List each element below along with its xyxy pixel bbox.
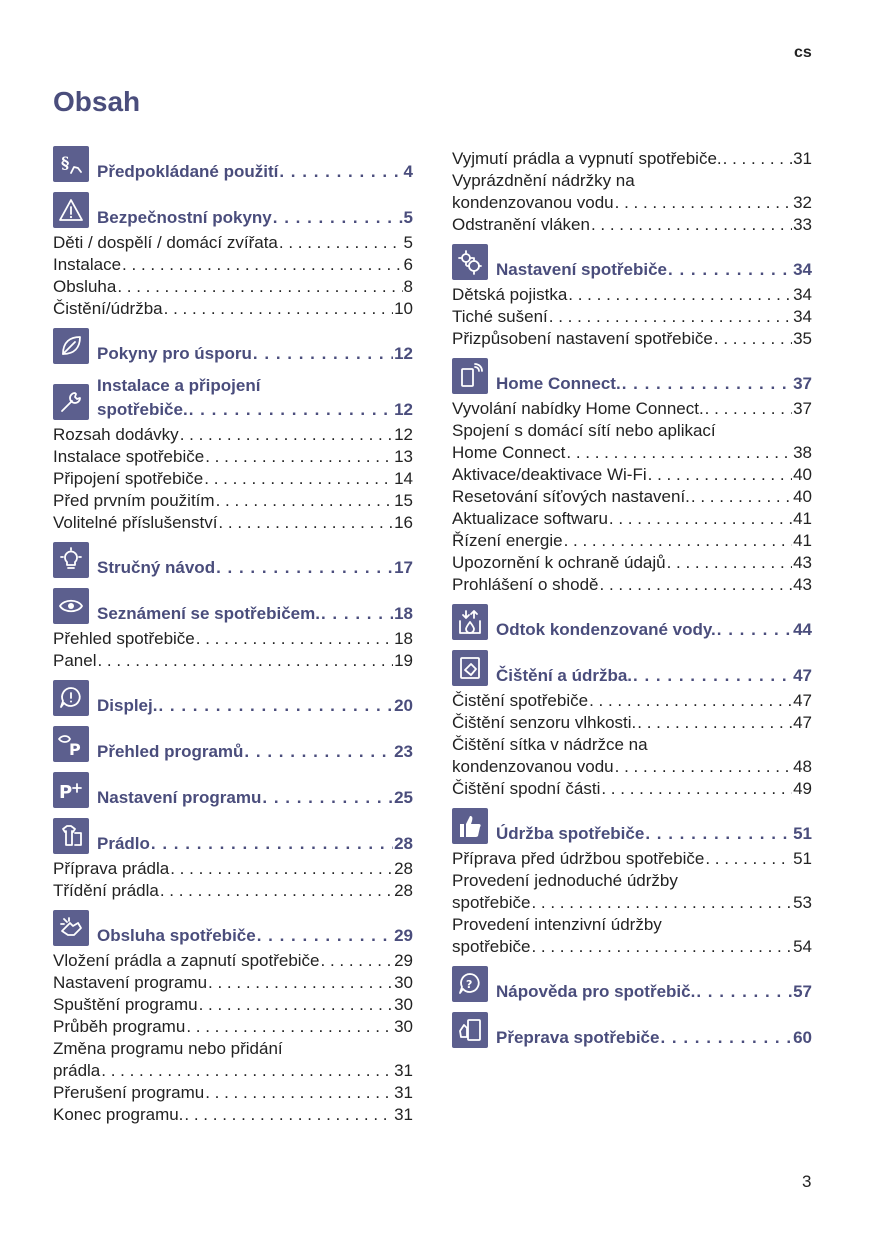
wrench-icon	[53, 384, 89, 420]
dot-leader	[216, 556, 393, 580]
dot-leader	[208, 972, 393, 994]
entry-label: Vložení prádla a zapnutí spotřebiče	[53, 951, 320, 970]
entry-label: Prohlášení o shodě	[452, 575, 599, 594]
dot-leader	[122, 254, 402, 276]
entry-label: Volitelné příslušenství	[53, 513, 218, 532]
toc-entry[interactable]	[53, 490, 413, 512]
entry-label-line: Instalace a připojení	[97, 376, 261, 395]
dot-leader	[279, 232, 403, 254]
dot-leader	[691, 486, 792, 508]
toc-entry[interactable]	[452, 530, 812, 552]
entry-label: spotřebiče	[452, 937, 531, 956]
entry-page-number: 31	[394, 1083, 413, 1102]
section-entries	[53, 232, 413, 320]
entry-label: Přehled programů	[97, 742, 244, 761]
entry-label: Přizpůsobení nastavení spotřebiče	[452, 329, 713, 348]
dot-leader	[717, 618, 792, 642]
toc-column-right	[452, 146, 812, 1050]
section-entries	[452, 848, 812, 958]
dot-leader	[549, 306, 792, 328]
section-entries	[53, 858, 413, 902]
question-icon	[452, 966, 488, 1002]
hand-press-icon	[53, 910, 89, 946]
toc-entry[interactable]	[452, 734, 812, 778]
entry-page-number: 43	[793, 553, 812, 572]
entry-label: Rozsah dodávky	[53, 425, 179, 444]
entry-page-number: 34	[793, 260, 812, 279]
entry-label: Údržba spotřebiče	[496, 824, 645, 843]
toc-section[interactable]	[53, 680, 413, 718]
toc-section[interactable]	[452, 966, 812, 1004]
toc-section[interactable]	[53, 588, 413, 672]
entry-label: Přehled spotřebiče	[53, 629, 195, 648]
toc-entry[interactable]	[53, 276, 413, 298]
toc-entry[interactable]	[53, 994, 413, 1016]
entry-page-number: 18	[394, 629, 413, 648]
section-heading[interactable]	[496, 258, 812, 282]
entry-label: Stručný návod	[97, 558, 216, 577]
dot-leader	[180, 424, 393, 446]
toc-entry[interactable]	[452, 214, 812, 236]
toc-section[interactable]	[452, 1012, 812, 1050]
dot-leader	[615, 192, 792, 214]
dot-leader	[273, 206, 403, 230]
section-heading[interactable]	[496, 372, 812, 396]
section-entries	[53, 628, 413, 672]
toc-entry[interactable]	[53, 512, 413, 534]
entry-page-number: 30	[394, 995, 413, 1014]
entry-page-number: 47	[793, 666, 812, 685]
entry-label: Home Connect	[452, 443, 566, 462]
entry-page-number: 49	[793, 779, 812, 798]
entry-label: Řízení energie	[452, 531, 563, 550]
toc-entry[interactable]	[53, 1016, 413, 1038]
toc-section[interactable]	[53, 146, 413, 184]
page-number: 3	[802, 1172, 812, 1191]
toc-entry[interactable]	[53, 468, 413, 490]
dot-leader	[196, 628, 393, 650]
entry-label: Nápověda pro spotřebič.	[496, 982, 696, 1001]
entry-label: Čistění/údržba	[53, 299, 163, 318]
leaf-icon	[53, 328, 89, 364]
toc-section[interactable]	[452, 358, 812, 596]
dot-leader	[723, 148, 792, 170]
toc-entry[interactable]	[53, 1038, 413, 1082]
toc-entry[interactable]	[53, 628, 413, 650]
entry-page-number: 40	[793, 487, 812, 506]
toc-entry[interactable]	[53, 298, 413, 320]
entry-page-number: 30	[394, 1017, 413, 1036]
transport-icon	[452, 1012, 488, 1048]
entry-label: Obsluha spotřebiče	[97, 926, 256, 945]
entry-label: Aktualizace softwaru	[452, 509, 608, 528]
dot-leader	[667, 552, 792, 574]
display-info-icon	[53, 680, 89, 716]
dot-leader	[97, 650, 393, 672]
entry-label: Čištění spodní části	[452, 779, 601, 798]
entry-label: Před prvním použitím	[53, 491, 215, 510]
entry-label: Instalace	[53, 255, 122, 274]
section-heading[interactable]	[496, 1026, 812, 1050]
entry-page-number: 13	[394, 447, 413, 466]
toc-section[interactable]	[53, 192, 413, 320]
lightbulb-icon	[53, 542, 89, 578]
dot-leader	[568, 284, 792, 306]
entry-page-number: 29	[394, 951, 413, 970]
laundry-icon	[53, 818, 89, 854]
toc-entry[interactable]	[452, 398, 812, 420]
dot-leader	[218, 512, 393, 534]
dot-leader	[648, 464, 792, 486]
toc-entry[interactable]	[452, 306, 812, 328]
toc-entry[interactable]	[452, 712, 812, 734]
entry-page-number: 51	[793, 849, 812, 868]
dot-leader	[660, 1026, 792, 1050]
section-heading[interactable]	[97, 342, 413, 366]
dot-leader	[253, 342, 393, 366]
dot-leader	[204, 468, 393, 490]
dot-leader	[244, 740, 393, 764]
entry-label: Dětská pojistka	[452, 285, 568, 304]
settings-gears-icon	[452, 244, 488, 280]
entry-page-number: 60	[793, 1028, 812, 1047]
entry-label: Čištění senzoru vlhkosti.	[452, 713, 637, 732]
entry-page-number: 47	[793, 691, 812, 710]
dot-leader	[705, 848, 792, 870]
dot-leader	[205, 446, 393, 468]
page-title: Obsah	[53, 86, 141, 117]
entry-label: Panel	[53, 651, 97, 670]
p-plus-icon	[53, 772, 89, 808]
section-entries	[452, 690, 812, 800]
entry-label: Nastavení programu	[97, 788, 262, 807]
toc-entry[interactable]	[452, 486, 812, 508]
entry-label: Děti / dospělí / domácí zvířata	[53, 233, 278, 252]
dot-leader	[615, 756, 792, 778]
toc-entry[interactable]	[53, 424, 413, 446]
toc-entry[interactable]	[452, 464, 812, 486]
toc-entry[interactable]	[53, 1104, 413, 1126]
entry-label: prádla	[53, 1061, 101, 1080]
dot-leader	[600, 574, 793, 596]
entry-page-number: 5	[403, 233, 413, 252]
entry-page-number: 12	[394, 400, 413, 419]
section-heading[interactable]	[97, 160, 413, 184]
language-code: cs	[794, 44, 812, 61]
entry-page-number: 28	[394, 859, 413, 878]
toc-entry[interactable]	[452, 552, 812, 574]
toc-entry[interactable]	[53, 446, 413, 468]
dot-leader	[531, 936, 792, 958]
entry-page-number: 41	[793, 531, 812, 550]
toc-entry[interactable]	[53, 254, 413, 276]
toc-entry[interactable]	[53, 880, 413, 902]
toc-entry[interactable]	[452, 508, 812, 530]
entry-label: Přerušení programu	[53, 1083, 205, 1102]
dot-leader	[589, 690, 792, 712]
entry-label: Resetování síťových nastavení.	[452, 487, 690, 506]
toc-section[interactable]	[53, 726, 413, 764]
svg-text:P: P	[69, 740, 81, 757]
section-heading[interactable]	[496, 822, 812, 846]
entry-label: Prádlo	[97, 834, 150, 853]
entry-label: spotřebiče.	[97, 400, 188, 419]
entry-page-number: 8	[403, 277, 413, 296]
dot-leader	[205, 1082, 393, 1104]
entry-label-line: Změna programu nebo přidání	[53, 1039, 283, 1058]
section-entries	[452, 284, 812, 350]
entry-page-number: 47	[793, 713, 812, 732]
toc-section[interactable]	[452, 604, 812, 642]
entry-page-number: 31	[394, 1105, 413, 1124]
toc-section[interactable]	[452, 244, 812, 350]
entry-page-number: 28	[394, 834, 413, 853]
dot-leader	[257, 924, 393, 948]
entry-page-number: 6	[403, 255, 413, 274]
toc-entry[interactable]	[53, 1082, 413, 1104]
toc-entry[interactable]	[53, 972, 413, 994]
eye-icon	[53, 588, 89, 624]
section-heading[interactable]	[97, 740, 413, 764]
entry-label: Čištění a údržba.	[496, 666, 633, 685]
continued-entries	[452, 148, 812, 236]
entry-label: Pokyny pro úsporu	[97, 344, 252, 363]
entry-label: Příprava prádla	[53, 859, 170, 878]
entry-page-number: 34	[793, 285, 812, 304]
toc-entry[interactable]	[452, 574, 812, 596]
entry-label: Tiché sušení	[452, 307, 548, 326]
entry-label: Displej.	[97, 696, 158, 715]
entry-label: Čistění spotřebiče	[452, 691, 589, 710]
entry-page-number: 32	[793, 193, 812, 212]
section-heading[interactable]	[97, 786, 413, 810]
entry-page-number: 12	[394, 344, 413, 363]
entry-label-line: Provedení jednoduché údržby	[452, 871, 678, 890]
toc-entry[interactable]	[452, 170, 812, 214]
dot-leader	[170, 858, 393, 880]
entry-label-line: Spojení s domácí sítí nebo aplikací	[452, 421, 716, 440]
entry-page-number: 30	[394, 973, 413, 992]
entry-page-number: 43	[793, 575, 812, 594]
toc-entry[interactable]	[53, 232, 413, 254]
entry-label: kondenzovanou vodu	[452, 193, 614, 212]
entry-label: Obsluha	[53, 277, 117, 296]
svg-text:P: P	[59, 782, 73, 803]
dot-leader	[696, 980, 792, 1004]
dot-leader	[321, 602, 393, 626]
entry-label: Seznámení se spotřebičem.	[97, 604, 320, 623]
section-heading[interactable]	[97, 374, 413, 422]
entry-page-number: 37	[793, 399, 812, 418]
entry-label: Upozornění k ochraně údajů	[452, 553, 666, 572]
paragraph-hand-icon	[53, 146, 89, 182]
toc-section[interactable]	[53, 818, 413, 902]
dot-leader	[186, 1016, 393, 1038]
entry-label-line: Čištění sítka v nádržce na	[452, 735, 648, 754]
entry-page-number: 19	[394, 651, 413, 670]
dot-leader	[705, 398, 792, 420]
entry-page-number: 31	[394, 1061, 413, 1080]
toc-entry[interactable]	[452, 870, 812, 914]
dot-leader	[160, 880, 393, 902]
entry-page-number: 41	[793, 509, 812, 528]
thumbs-up-icon	[452, 808, 488, 844]
entry-page-number: 4	[403, 162, 413, 181]
section-heading[interactable]	[97, 206, 413, 230]
entry-page-number: 31	[793, 149, 812, 168]
home-connect-icon	[452, 358, 488, 394]
entry-page-number: 57	[793, 982, 812, 1001]
section-heading[interactable]	[97, 694, 413, 718]
dot-leader	[151, 832, 393, 856]
entry-label: spotřebiče	[452, 893, 531, 912]
section-entries	[53, 950, 413, 1126]
entry-page-number: 10	[394, 299, 413, 318]
entry-page-number: 33	[793, 215, 812, 234]
entry-label-line: Vyprázdnění nádržky na	[452, 171, 635, 190]
section-heading[interactable]	[496, 980, 812, 1004]
entry-page-number: 14	[394, 469, 413, 488]
entry-page-number: 37	[793, 374, 812, 393]
toc-column-left	[53, 146, 413, 1126]
cleaning-icon	[452, 650, 488, 686]
entry-label: Vyvolání nabídky Home Connect.	[452, 399, 704, 418]
entry-label: Nastavení programu	[53, 973, 208, 992]
entry-page-number: 38	[793, 443, 812, 462]
toc-entry[interactable]	[452, 420, 812, 464]
entry-page-number: 29	[394, 926, 413, 945]
entry-label: Konec programu.	[53, 1105, 184, 1124]
entry-page-number: 15	[394, 491, 413, 510]
section-heading[interactable]	[97, 832, 413, 856]
section-heading[interactable]	[496, 664, 812, 688]
toc-section[interactable]	[452, 650, 812, 800]
entry-label: Průběh programu	[53, 1017, 186, 1036]
dot-leader	[637, 712, 792, 734]
section-heading[interactable]	[97, 924, 413, 948]
entry-page-number: 23	[394, 742, 413, 761]
toc-entry[interactable]	[452, 848, 812, 870]
section-entries	[53, 424, 413, 534]
entry-label: kondenzovanou vodu	[452, 757, 614, 776]
svg-text:§: §	[61, 153, 70, 172]
dot-leader	[645, 822, 792, 846]
entry-label: Spuštění programu	[53, 995, 198, 1014]
entry-label: Připojení spotřebiče	[53, 469, 204, 488]
entry-page-number: 25	[394, 788, 413, 807]
entry-page-number: 18	[394, 604, 413, 623]
section-entries	[452, 398, 812, 596]
dot-leader	[321, 950, 394, 972]
entry-label: Odstranění vláken	[452, 215, 590, 234]
toc-entry[interactable]	[452, 148, 812, 170]
entry-label-line: Provedení intenzivní údržby	[452, 915, 662, 934]
toc-section[interactable]	[53, 328, 413, 366]
toc-entry[interactable]	[53, 650, 413, 672]
dot-leader	[601, 778, 792, 800]
entry-page-number: 40	[793, 465, 812, 484]
toc-section[interactable]	[452, 808, 812, 958]
toc-entry[interactable]	[452, 778, 812, 800]
entry-label: Bezpečnostní pokyny	[97, 208, 272, 227]
section-heading[interactable]	[97, 556, 413, 580]
dot-leader	[279, 160, 402, 184]
entry-label: Vyjmutí prádla a vypnutí spotřebiče.	[452, 149, 722, 168]
dot-leader	[622, 372, 792, 396]
section-heading[interactable]	[496, 618, 812, 642]
dot-leader	[199, 994, 393, 1016]
dot-leader	[101, 1060, 393, 1082]
entry-label: Přeprava spotřebiče	[496, 1028, 660, 1047]
section-heading[interactable]	[97, 602, 413, 626]
entry-page-number: 5	[403, 208, 413, 227]
entry-label: Home Connect.	[496, 374, 621, 393]
toc-section[interactable]	[53, 910, 413, 1126]
entry-page-number: 28	[394, 881, 413, 900]
entry-label: Třídění prádla	[53, 881, 159, 900]
toc-entry[interactable]	[452, 690, 812, 712]
water-drain-icon	[452, 604, 488, 640]
dot-leader	[668, 258, 792, 282]
entry-page-number: 34	[793, 307, 812, 326]
dot-leader	[564, 530, 793, 552]
toc-entry[interactable]	[53, 950, 413, 972]
entry-page-number: 53	[793, 893, 812, 912]
dot-leader	[633, 664, 792, 688]
dot-leader	[566, 442, 792, 464]
dot-leader	[609, 508, 792, 530]
entry-label: Odtok kondenzované vody.	[496, 620, 716, 639]
entry-label: Příprava před údržbou spotřebiče	[452, 849, 705, 868]
entry-label: Aktivace/deaktivace Wi-Fi	[452, 465, 647, 484]
dot-leader	[262, 786, 393, 810]
toc-entry[interactable]	[452, 284, 812, 306]
dot-leader	[216, 490, 394, 512]
dot-leader	[531, 892, 792, 914]
dot-leader	[164, 298, 393, 320]
dot-leader	[714, 328, 792, 350]
entry-page-number: 54	[793, 937, 812, 956]
toc-section[interactable]	[53, 542, 413, 580]
entry-page-number: 51	[793, 824, 812, 843]
toc-section[interactable]	[53, 772, 413, 810]
entry-page-number: 20	[394, 696, 413, 715]
entry-label: Předpokládané použití	[97, 162, 279, 181]
eye-p-icon	[53, 726, 89, 762]
entry-page-number: 35	[793, 329, 812, 348]
toc-entry[interactable]	[452, 328, 812, 350]
entry-page-number: 16	[394, 513, 413, 532]
dot-leader	[189, 398, 393, 422]
entry-label: Instalace spotřebiče	[53, 447, 205, 466]
entry-page-number: 48	[793, 757, 812, 776]
dot-leader	[591, 214, 792, 236]
dot-leader	[184, 1104, 393, 1126]
dot-leader	[117, 276, 402, 298]
entry-page-number: 12	[394, 425, 413, 444]
dot-leader	[158, 694, 393, 718]
entry-page-number: 17	[394, 558, 413, 577]
svg-text:?: ?	[466, 978, 473, 991]
toc-entry[interactable]	[452, 914, 812, 958]
warning-triangle-icon	[53, 192, 89, 228]
entry-page-number: 44	[793, 620, 812, 639]
toc-section[interactable]	[53, 374, 413, 534]
toc-entry[interactable]	[53, 858, 413, 880]
entry-label: Nastavení spotřebiče	[496, 260, 668, 279]
